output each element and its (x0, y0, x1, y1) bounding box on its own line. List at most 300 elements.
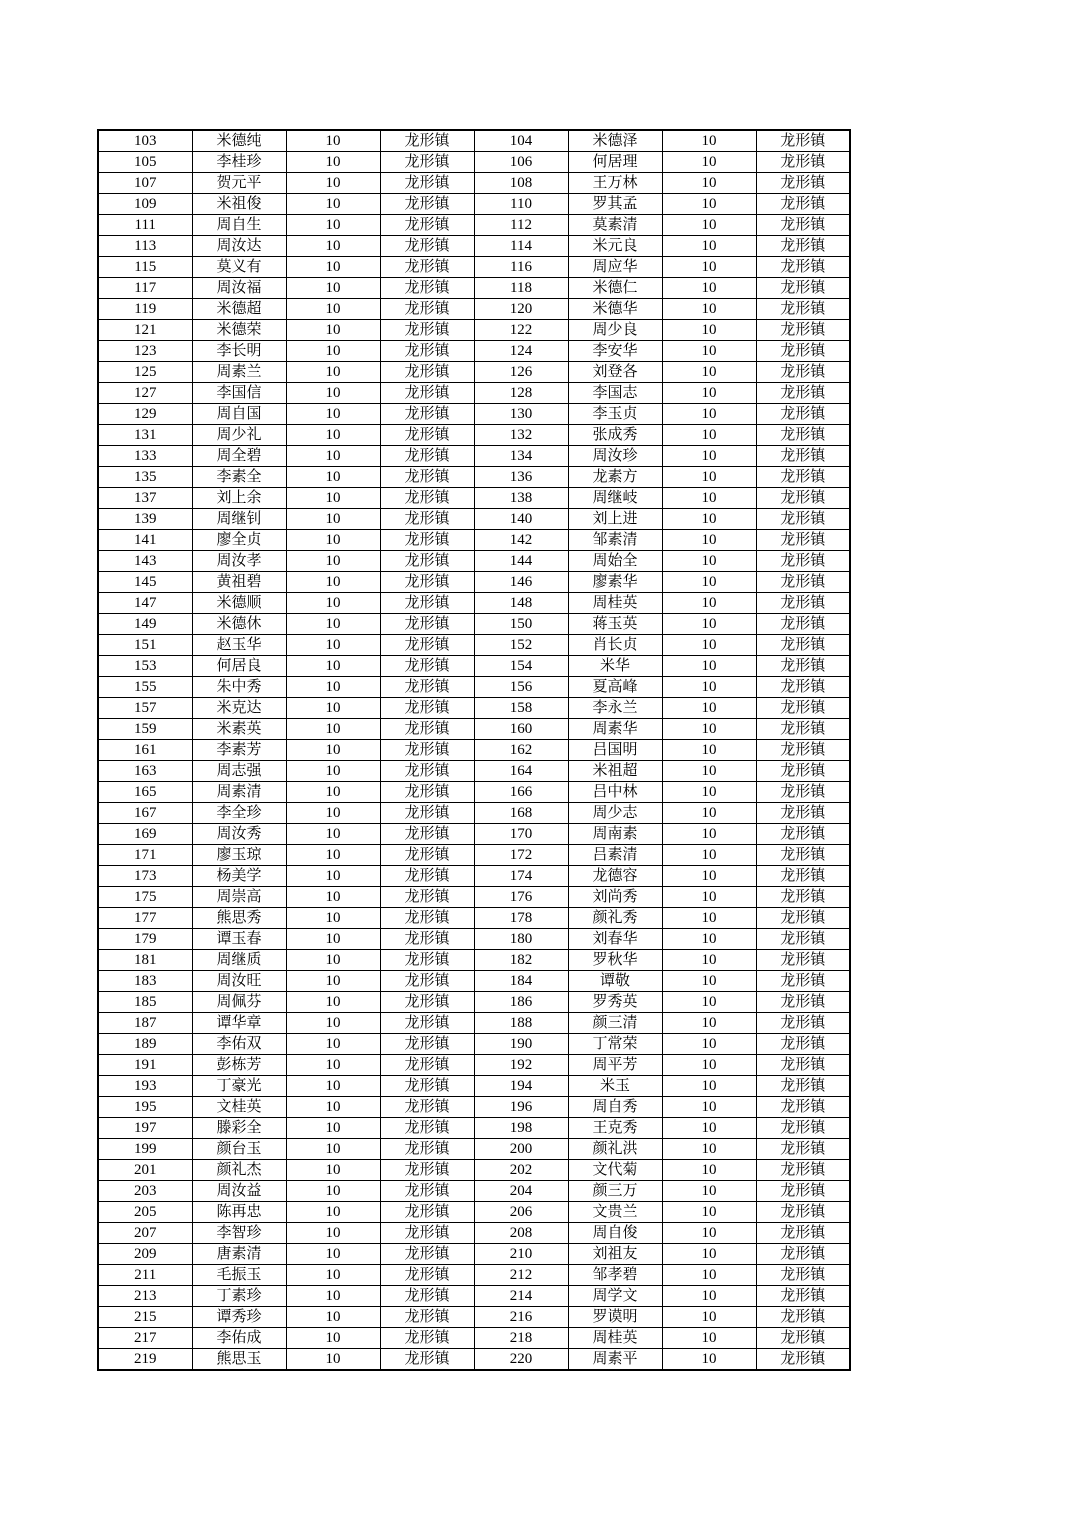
amount-cell: 10 (286, 761, 380, 782)
id-cell: 131 (98, 425, 192, 446)
amount-cell: 10 (662, 425, 756, 446)
table-row (98, 719, 850, 740)
amount-cell: 10 (286, 1013, 380, 1034)
name-cell: 米克达 (192, 698, 286, 719)
id-cell: 164 (474, 761, 568, 782)
town-cell: 龙形镇 (756, 614, 850, 635)
id-cell: 219 (98, 1349, 192, 1371)
town-cell: 龙形镇 (756, 719, 850, 740)
id-cell: 135 (98, 467, 192, 488)
table-row (98, 341, 850, 362)
name-cell: 黄祖碧 (192, 572, 286, 593)
amount-cell: 10 (662, 824, 756, 845)
town-cell: 龙形镇 (380, 1286, 474, 1307)
amount-cell: 10 (286, 866, 380, 887)
name-cell: 滕彩全 (192, 1118, 286, 1139)
town-cell: 龙形镇 (380, 404, 474, 425)
amount-cell: 10 (286, 130, 380, 152)
amount-cell: 10 (286, 446, 380, 467)
id-cell: 134 (474, 446, 568, 467)
name-cell: 文贵兰 (568, 1202, 662, 1223)
id-cell: 176 (474, 887, 568, 908)
amount-cell: 10 (286, 635, 380, 656)
amount-cell: 10 (662, 152, 756, 173)
town-cell: 龙形镇 (756, 929, 850, 950)
id-cell: 106 (474, 152, 568, 173)
id-cell: 206 (474, 1202, 568, 1223)
town-cell: 龙形镇 (380, 194, 474, 215)
name-cell: 米德纯 (192, 130, 286, 152)
amount-cell: 10 (286, 1349, 380, 1371)
town-cell: 龙形镇 (756, 908, 850, 929)
name-cell: 谭敬 (568, 971, 662, 992)
amount-cell: 10 (662, 614, 756, 635)
table-row (98, 1265, 850, 1286)
amount-cell: 10 (286, 530, 380, 551)
name-cell: 周平芳 (568, 1055, 662, 1076)
amount-cell: 10 (662, 509, 756, 530)
amount-cell: 10 (286, 299, 380, 320)
id-cell: 181 (98, 950, 192, 971)
amount-cell: 10 (286, 467, 380, 488)
name-cell: 周少志 (568, 803, 662, 824)
table-row (98, 740, 850, 761)
id-cell: 197 (98, 1118, 192, 1139)
table-row (98, 1286, 850, 1307)
town-cell: 龙形镇 (756, 362, 850, 383)
id-cell: 140 (474, 509, 568, 530)
amount-cell: 10 (662, 782, 756, 803)
name-cell: 李佑成 (192, 1328, 286, 1349)
name-cell: 毛振玉 (192, 1265, 286, 1286)
town-cell: 龙形镇 (380, 1118, 474, 1139)
name-cell: 米德休 (192, 614, 286, 635)
name-cell: 米祖俊 (192, 194, 286, 215)
id-cell: 143 (98, 551, 192, 572)
name-cell: 刘尚秀 (568, 887, 662, 908)
id-cell: 138 (474, 488, 568, 509)
name-cell: 周桂英 (568, 593, 662, 614)
town-cell: 龙形镇 (756, 887, 850, 908)
amount-cell: 10 (286, 824, 380, 845)
id-cell: 166 (474, 782, 568, 803)
town-cell: 龙形镇 (380, 908, 474, 929)
id-cell: 201 (98, 1160, 192, 1181)
amount-cell: 10 (662, 320, 756, 341)
amount-cell: 10 (286, 362, 380, 383)
town-cell: 龙形镇 (756, 971, 850, 992)
town-cell: 龙形镇 (380, 614, 474, 635)
id-cell: 113 (98, 236, 192, 257)
id-cell: 123 (98, 341, 192, 362)
name-cell: 周全碧 (192, 446, 286, 467)
table-row (98, 173, 850, 194)
amount-cell: 10 (286, 278, 380, 299)
amount-cell: 10 (286, 1181, 380, 1202)
id-cell: 174 (474, 866, 568, 887)
table-row (98, 1307, 850, 1328)
amount-cell: 10 (286, 572, 380, 593)
amount-cell: 10 (286, 1265, 380, 1286)
id-cell: 104 (474, 130, 568, 152)
amount-cell: 10 (662, 1265, 756, 1286)
town-cell: 龙形镇 (756, 1055, 850, 1076)
name-cell: 吕中林 (568, 782, 662, 803)
town-cell: 龙形镇 (380, 866, 474, 887)
table-row (98, 992, 850, 1013)
town-cell: 龙形镇 (380, 1328, 474, 1349)
table-row (98, 1139, 850, 1160)
amount-cell: 10 (286, 1244, 380, 1265)
name-cell: 米德泽 (568, 130, 662, 152)
town-cell: 龙形镇 (380, 173, 474, 194)
name-cell: 熊思玉 (192, 1349, 286, 1371)
id-cell: 120 (474, 299, 568, 320)
amount-cell: 10 (286, 887, 380, 908)
town-cell: 龙形镇 (380, 551, 474, 572)
table-row (98, 320, 850, 341)
town-cell: 龙形镇 (380, 446, 474, 467)
amount-cell: 10 (662, 1034, 756, 1055)
amount-cell: 10 (662, 488, 756, 509)
amount-cell: 10 (662, 761, 756, 782)
amount-cell: 10 (286, 257, 380, 278)
town-cell: 龙形镇 (756, 173, 850, 194)
table-row (98, 194, 850, 215)
name-cell: 周学文 (568, 1286, 662, 1307)
name-cell: 米德仁 (568, 278, 662, 299)
id-cell: 208 (474, 1223, 568, 1244)
name-cell: 颜三万 (568, 1181, 662, 1202)
id-cell: 136 (474, 467, 568, 488)
town-cell: 龙形镇 (756, 1223, 850, 1244)
id-cell: 117 (98, 278, 192, 299)
town-cell: 龙形镇 (756, 215, 850, 236)
town-cell: 龙形镇 (756, 1202, 850, 1223)
amount-cell: 10 (286, 194, 380, 215)
id-cell: 121 (98, 320, 192, 341)
table-row (98, 593, 850, 614)
name-cell: 颜礼杰 (192, 1160, 286, 1181)
id-cell: 142 (474, 530, 568, 551)
id-cell: 220 (474, 1349, 568, 1371)
amount-cell: 10 (662, 215, 756, 236)
name-cell: 刘上余 (192, 488, 286, 509)
town-cell: 龙形镇 (380, 152, 474, 173)
name-cell: 蒋玉英 (568, 614, 662, 635)
table-row (98, 509, 850, 530)
amount-cell: 10 (662, 1286, 756, 1307)
id-cell: 159 (98, 719, 192, 740)
town-cell: 龙形镇 (380, 278, 474, 299)
town-cell: 龙形镇 (756, 845, 850, 866)
town-cell: 龙形镇 (756, 446, 850, 467)
town-cell: 龙形镇 (756, 236, 850, 257)
town-cell: 龙形镇 (756, 740, 850, 761)
name-cell: 丁常荣 (568, 1034, 662, 1055)
amount-cell: 10 (662, 719, 756, 740)
amount-cell: 10 (662, 278, 756, 299)
id-cell: 172 (474, 845, 568, 866)
table-row (98, 404, 850, 425)
name-cell: 廖全贞 (192, 530, 286, 551)
town-cell: 龙形镇 (380, 656, 474, 677)
town-cell: 龙形镇 (380, 299, 474, 320)
name-cell: 刘春华 (568, 929, 662, 950)
town-cell: 龙形镇 (380, 698, 474, 719)
town-cell: 龙形镇 (756, 950, 850, 971)
town-cell: 龙形镇 (380, 488, 474, 509)
amount-cell: 10 (662, 341, 756, 362)
town-cell: 龙形镇 (380, 1097, 474, 1118)
town-cell: 龙形镇 (756, 194, 850, 215)
id-cell: 177 (98, 908, 192, 929)
amount-cell: 10 (662, 593, 756, 614)
amount-cell: 10 (286, 614, 380, 635)
town-cell: 龙形镇 (380, 1349, 474, 1371)
amount-cell: 10 (286, 908, 380, 929)
amount-cell: 10 (286, 425, 380, 446)
name-cell: 夏高峰 (568, 677, 662, 698)
amount-cell: 10 (286, 1139, 380, 1160)
name-cell: 李智珍 (192, 1223, 286, 1244)
town-cell: 龙形镇 (756, 866, 850, 887)
id-cell: 114 (474, 236, 568, 257)
amount-cell: 10 (286, 593, 380, 614)
amount-cell: 10 (286, 488, 380, 509)
town-cell: 龙形镇 (380, 1202, 474, 1223)
id-cell: 170 (474, 824, 568, 845)
town-cell: 龙形镇 (380, 971, 474, 992)
id-cell: 156 (474, 677, 568, 698)
name-cell: 李素芳 (192, 740, 286, 761)
town-cell: 龙形镇 (756, 404, 850, 425)
name-cell: 罗秀英 (568, 992, 662, 1013)
amount-cell: 10 (286, 782, 380, 803)
town-cell: 龙形镇 (380, 719, 474, 740)
town-cell: 龙形镇 (756, 1349, 850, 1371)
table-row (98, 488, 850, 509)
name-cell: 周汝秀 (192, 824, 286, 845)
id-cell: 215 (98, 1307, 192, 1328)
town-cell: 龙形镇 (380, 677, 474, 698)
amount-cell: 10 (286, 740, 380, 761)
name-cell: 米元良 (568, 236, 662, 257)
amount-cell: 10 (286, 383, 380, 404)
name-cell: 彭栋芳 (192, 1055, 286, 1076)
town-cell: 龙形镇 (756, 425, 850, 446)
town-cell: 龙形镇 (380, 467, 474, 488)
amount-cell: 10 (662, 803, 756, 824)
id-cell: 144 (474, 551, 568, 572)
name-cell: 邹素清 (568, 530, 662, 551)
table-row (98, 1013, 850, 1034)
id-cell: 190 (474, 1034, 568, 1055)
name-cell: 何居理 (568, 152, 662, 173)
id-cell: 179 (98, 929, 192, 950)
name-cell: 吕素清 (568, 845, 662, 866)
town-cell: 龙形镇 (756, 509, 850, 530)
name-cell: 周汝孝 (192, 551, 286, 572)
town-cell: 龙形镇 (380, 341, 474, 362)
amount-cell: 10 (662, 1013, 756, 1034)
amount-cell: 10 (286, 971, 380, 992)
amount-cell: 10 (662, 299, 756, 320)
table-row (98, 950, 850, 971)
table-row (98, 1328, 850, 1349)
town-cell: 龙形镇 (380, 1265, 474, 1286)
name-cell: 米德顺 (192, 593, 286, 614)
name-cell: 龙素方 (568, 467, 662, 488)
table-row (98, 551, 850, 572)
id-cell: 191 (98, 1055, 192, 1076)
name-cell: 颜礼洪 (568, 1139, 662, 1160)
amount-cell: 10 (662, 908, 756, 929)
town-cell: 龙形镇 (756, 278, 850, 299)
name-cell: 谭华章 (192, 1013, 286, 1034)
table-row (98, 278, 850, 299)
town-cell: 龙形镇 (756, 698, 850, 719)
name-cell: 莫素清 (568, 215, 662, 236)
id-cell: 103 (98, 130, 192, 152)
town-cell: 龙形镇 (380, 593, 474, 614)
id-cell: 203 (98, 1181, 192, 1202)
amount-cell: 10 (286, 404, 380, 425)
town-cell: 龙形镇 (756, 488, 850, 509)
amount-cell: 10 (662, 1160, 756, 1181)
id-cell: 213 (98, 1286, 192, 1307)
id-cell: 184 (474, 971, 568, 992)
name-cell: 朱中秀 (192, 677, 286, 698)
amount-cell: 10 (662, 971, 756, 992)
table-row (98, 130, 850, 152)
amount-cell: 10 (286, 320, 380, 341)
name-cell: 赵玉华 (192, 635, 286, 656)
name-cell: 李素全 (192, 467, 286, 488)
table-row (98, 152, 850, 173)
amount-cell: 10 (286, 1160, 380, 1181)
name-cell: 杨美学 (192, 866, 286, 887)
amount-cell: 10 (662, 656, 756, 677)
name-cell: 龙德容 (568, 866, 662, 887)
name-cell: 米祖超 (568, 761, 662, 782)
id-cell: 130 (474, 404, 568, 425)
amount-cell: 10 (662, 1328, 756, 1349)
town-cell: 龙形镇 (756, 803, 850, 824)
table-row (98, 677, 850, 698)
table-row (98, 761, 850, 782)
id-cell: 105 (98, 152, 192, 173)
town-cell: 龙形镇 (756, 383, 850, 404)
name-cell: 周佩芬 (192, 992, 286, 1013)
name-cell: 李安华 (568, 341, 662, 362)
amount-cell: 10 (286, 551, 380, 572)
town-cell: 龙形镇 (756, 1307, 850, 1328)
id-cell: 196 (474, 1097, 568, 1118)
table-row (98, 614, 850, 635)
amount-cell: 10 (662, 362, 756, 383)
id-cell: 127 (98, 383, 192, 404)
amount-cell: 10 (662, 1076, 756, 1097)
id-cell: 112 (474, 215, 568, 236)
amount-cell: 10 (286, 1223, 380, 1244)
town-cell: 龙形镇 (380, 929, 474, 950)
id-cell: 183 (98, 971, 192, 992)
town-cell: 龙形镇 (380, 845, 474, 866)
id-cell: 163 (98, 761, 192, 782)
town-cell: 龙形镇 (756, 130, 850, 152)
town-cell: 龙形镇 (756, 1244, 850, 1265)
id-cell: 116 (474, 257, 568, 278)
town-cell: 龙形镇 (756, 1118, 850, 1139)
amount-cell: 10 (662, 530, 756, 551)
name-cell: 邹孝碧 (568, 1265, 662, 1286)
amount-cell: 10 (286, 1055, 380, 1076)
id-cell: 110 (474, 194, 568, 215)
town-cell: 龙形镇 (756, 1181, 850, 1202)
name-cell: 肖长贞 (568, 635, 662, 656)
town-cell: 龙形镇 (756, 341, 850, 362)
table-row (98, 929, 850, 950)
town-cell: 龙形镇 (756, 551, 850, 572)
town-cell: 龙形镇 (756, 782, 850, 803)
name-cell: 周素兰 (192, 362, 286, 383)
table-row (98, 1223, 850, 1244)
name-cell: 李国信 (192, 383, 286, 404)
id-cell: 182 (474, 950, 568, 971)
name-cell: 周自俊 (568, 1223, 662, 1244)
name-cell: 周继岐 (568, 488, 662, 509)
amount-cell: 10 (662, 1349, 756, 1371)
town-cell: 龙形镇 (380, 950, 474, 971)
table-row (98, 1181, 850, 1202)
amount-cell: 10 (662, 1181, 756, 1202)
town-cell: 龙形镇 (380, 572, 474, 593)
town-cell: 龙形镇 (380, 824, 474, 845)
amount-cell: 10 (662, 551, 756, 572)
amount-cell: 10 (286, 236, 380, 257)
table-row (98, 824, 850, 845)
name-cell: 廖素华 (568, 572, 662, 593)
id-cell: 132 (474, 425, 568, 446)
town-cell: 龙形镇 (380, 761, 474, 782)
name-cell: 莫义有 (192, 257, 286, 278)
amount-cell: 10 (286, 1328, 380, 1349)
id-cell: 128 (474, 383, 568, 404)
id-cell: 171 (98, 845, 192, 866)
name-cell: 张成秀 (568, 425, 662, 446)
id-cell: 169 (98, 824, 192, 845)
amount-cell: 10 (662, 866, 756, 887)
amount-cell: 10 (662, 572, 756, 593)
id-cell: 154 (474, 656, 568, 677)
name-cell: 周汝福 (192, 278, 286, 299)
id-cell: 178 (474, 908, 568, 929)
table-row (98, 1055, 850, 1076)
table-row (98, 908, 850, 929)
id-cell: 129 (98, 404, 192, 425)
id-cell: 152 (474, 635, 568, 656)
amount-cell: 10 (662, 1202, 756, 1223)
name-cell: 刘登各 (568, 362, 662, 383)
town-cell: 龙形镇 (380, 530, 474, 551)
table-row (98, 383, 850, 404)
name-cell: 周应华 (568, 257, 662, 278)
id-cell: 145 (98, 572, 192, 593)
id-cell: 212 (474, 1265, 568, 1286)
name-cell: 颜三清 (568, 1013, 662, 1034)
amount-cell: 10 (662, 404, 756, 425)
